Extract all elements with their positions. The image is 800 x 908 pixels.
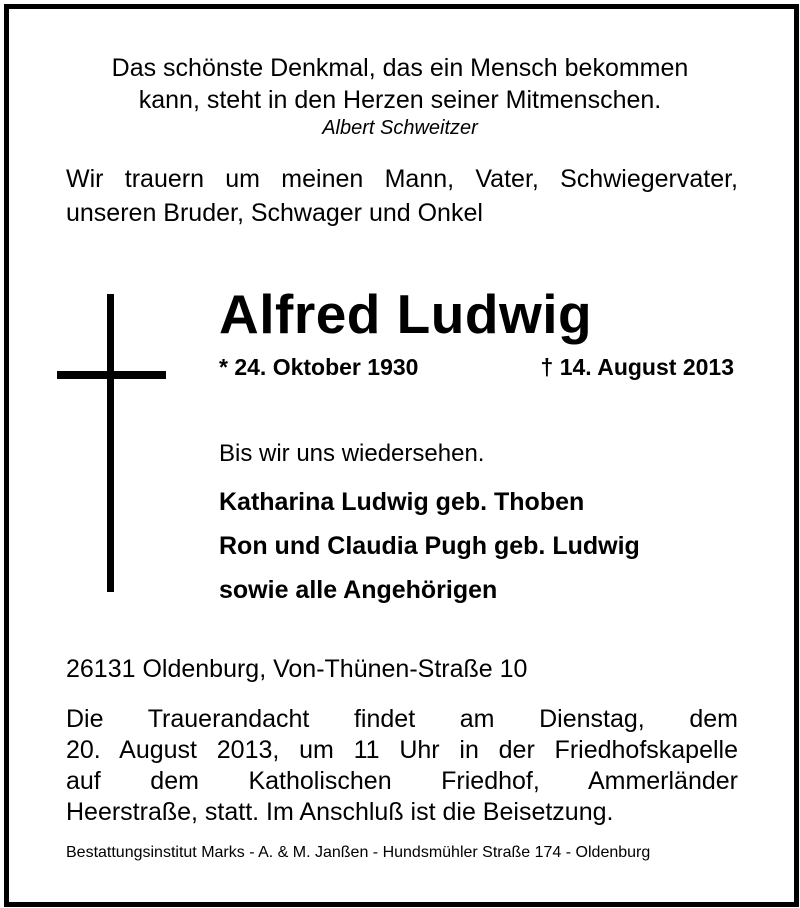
ceremony-line-3: auf dem Katholischen Friedhof, Ammerländer xyxy=(66,767,738,795)
mourners-list xyxy=(219,480,640,612)
intro-line-1: Wir trauern um meinen Mann, Vater, Schwiegervater, xyxy=(66,165,738,193)
quote xyxy=(0,52,800,116)
mourner-item: Ron und Claudia Pugh geb. Ludwig xyxy=(219,532,640,560)
birth-date: * 24. Oktober 1930 xyxy=(219,354,419,380)
quote-author: Albert Schweitzer xyxy=(322,117,478,139)
deceased-name: Alfred Ludwig xyxy=(219,283,593,345)
quote-line-2: kann, steht in den Herzen seiner Mitmenschen. xyxy=(138,86,662,114)
address: 26131 Oldenburg, Von-Thünen-Straße 10 xyxy=(66,655,528,683)
ceremony-info xyxy=(66,704,738,828)
ceremony-line-2: 20. August 2013, um 11 Uhr in der Friedhofskapelle xyxy=(66,736,738,764)
mourner-item: sowie alle Angehörigen xyxy=(219,576,498,604)
death-date: † 14. August 2013 xyxy=(540,354,734,380)
life-dates xyxy=(219,354,734,384)
ceremony-line-1: Die Trauerandacht findet am Dienstag, dem xyxy=(66,705,738,733)
cross-icon xyxy=(107,294,114,592)
quote-line-1: Das schönste Denkmal, das ein Mensch bekommen xyxy=(111,54,689,82)
cross-icon-bar xyxy=(57,371,166,379)
farewell-line: Bis wir uns wiedersehen. xyxy=(219,440,485,467)
ceremony-line-4: Heerstraße, statt. Im Anschluß ist die Beisetzung. xyxy=(66,798,614,826)
intro-line-2: unseren Bruder, Schwager und Onkel xyxy=(66,199,483,227)
funeral-home-footer: Bestattungsinstitut Marks - A. & M. Janßen - Hundsmühler Straße 174 - Oldenburg xyxy=(66,844,651,861)
intro-text xyxy=(66,162,738,230)
mourner-item: Katharina Ludwig geb. Thoben xyxy=(219,488,585,516)
